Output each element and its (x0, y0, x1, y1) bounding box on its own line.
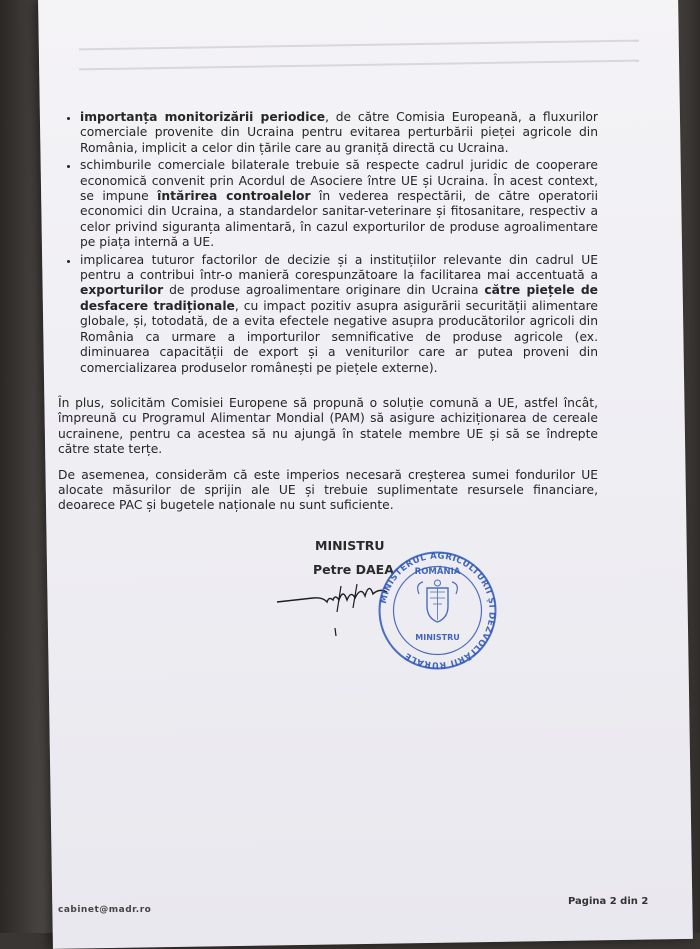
bullet-emphasis: importanța monitorizării periodice (80, 110, 326, 124)
bullet-item (80, 158, 598, 250)
faint-header-line (79, 40, 639, 51)
bullet-emphasis: exporturilor (80, 283, 164, 298)
bullet-item (80, 110, 598, 156)
bullet-item (80, 253, 598, 376)
document-body (58, 110, 598, 524)
stamp-country: ROMÂNIA (414, 567, 461, 577)
bullet-emphasis: întărirea controalelor (157, 189, 311, 204)
bullet-list (58, 110, 598, 376)
official-stamp (375, 548, 500, 673)
bullet-text: , cu impact pozitiv asupra asigurării securității alimentare globale, și, totodată, de a evita efectele negative asupra producătorilor agricoli din România ca urmare a importurilor semnificative de produse agricole (ex. diminuarea capacității de export și a veniturilor care ar putea proveni din comercializarea produselor românești pe piețele externe). (80, 298, 598, 375)
bullet-text: implicarea tuturor factorilor de decizie și a instituțiilor relevante din cadrul UE pentru a contribui într-o manieră corespunzătoare la facilitarea mai accentuată a (80, 252, 598, 283)
coat-of-arms-icon (418, 580, 458, 622)
signatory-name: Petre DAEA (313, 562, 394, 577)
bullet-text: de produse agroalimentare originare din Ucraina (163, 283, 485, 298)
bullet-text: , de către Comisia Europeană, a fluxurilor comerciale provenite din Ucraina pentru evitarea perturbării pieței agricole din România, implicit a celor din țările care au graniță directă cu Ucraina. (80, 110, 598, 155)
page-number: Pagina 2 din 2 (568, 896, 649, 907)
bullet-emphasis: către piețele de desfacere tradiționale (80, 283, 598, 313)
stamp-outer-text: MINISTERUL AGRICULTURII ȘI DEZVOLTĂRII RURALE (378, 551, 497, 670)
faint-header-line (79, 60, 639, 71)
stamp-title: MINISTRU (415, 633, 460, 642)
paragraph: În plus, solicităm Comisiei Europene să propună o soluție comună a UE, astfel încât, împreună cu Programul Alimentar Mondial (PAM) să asigure achiziționarea de cereale ucrainene, pentru ca acestea să nu ajungă în statele membre UE și să se îndrepte către state terțe. (58, 395, 598, 457)
bullet-text: în vederea respectării, de către operatorii economici din Ucraina, a standardelor sanitar-veterinare și fitosanitare, respectiv a celor privind siguranța alimentară, în cazul exporturilor de produse agroalimentare pe piața internă a UE. (80, 189, 598, 250)
bullet-text: schimburile comerciale bilaterale trebuie să respecte cadrul juridic de cooperare economică convenit prin Acordul de Asociere între UE și Ucraina. În acest context, se impune (80, 158, 598, 204)
footer-email: cabinet@madr.ro (58, 905, 152, 915)
signatory-role: MINISTRU (315, 538, 385, 553)
paragraph: De asemenea, considerăm că este imperios necesară creșterea sumei fondurilor UE alocate măsurilor de sprijin ale UE și trebuie suplimentate resursele financiare, deoarece PAC și bugetele naționale nu sunt suficiente. (58, 467, 598, 513)
